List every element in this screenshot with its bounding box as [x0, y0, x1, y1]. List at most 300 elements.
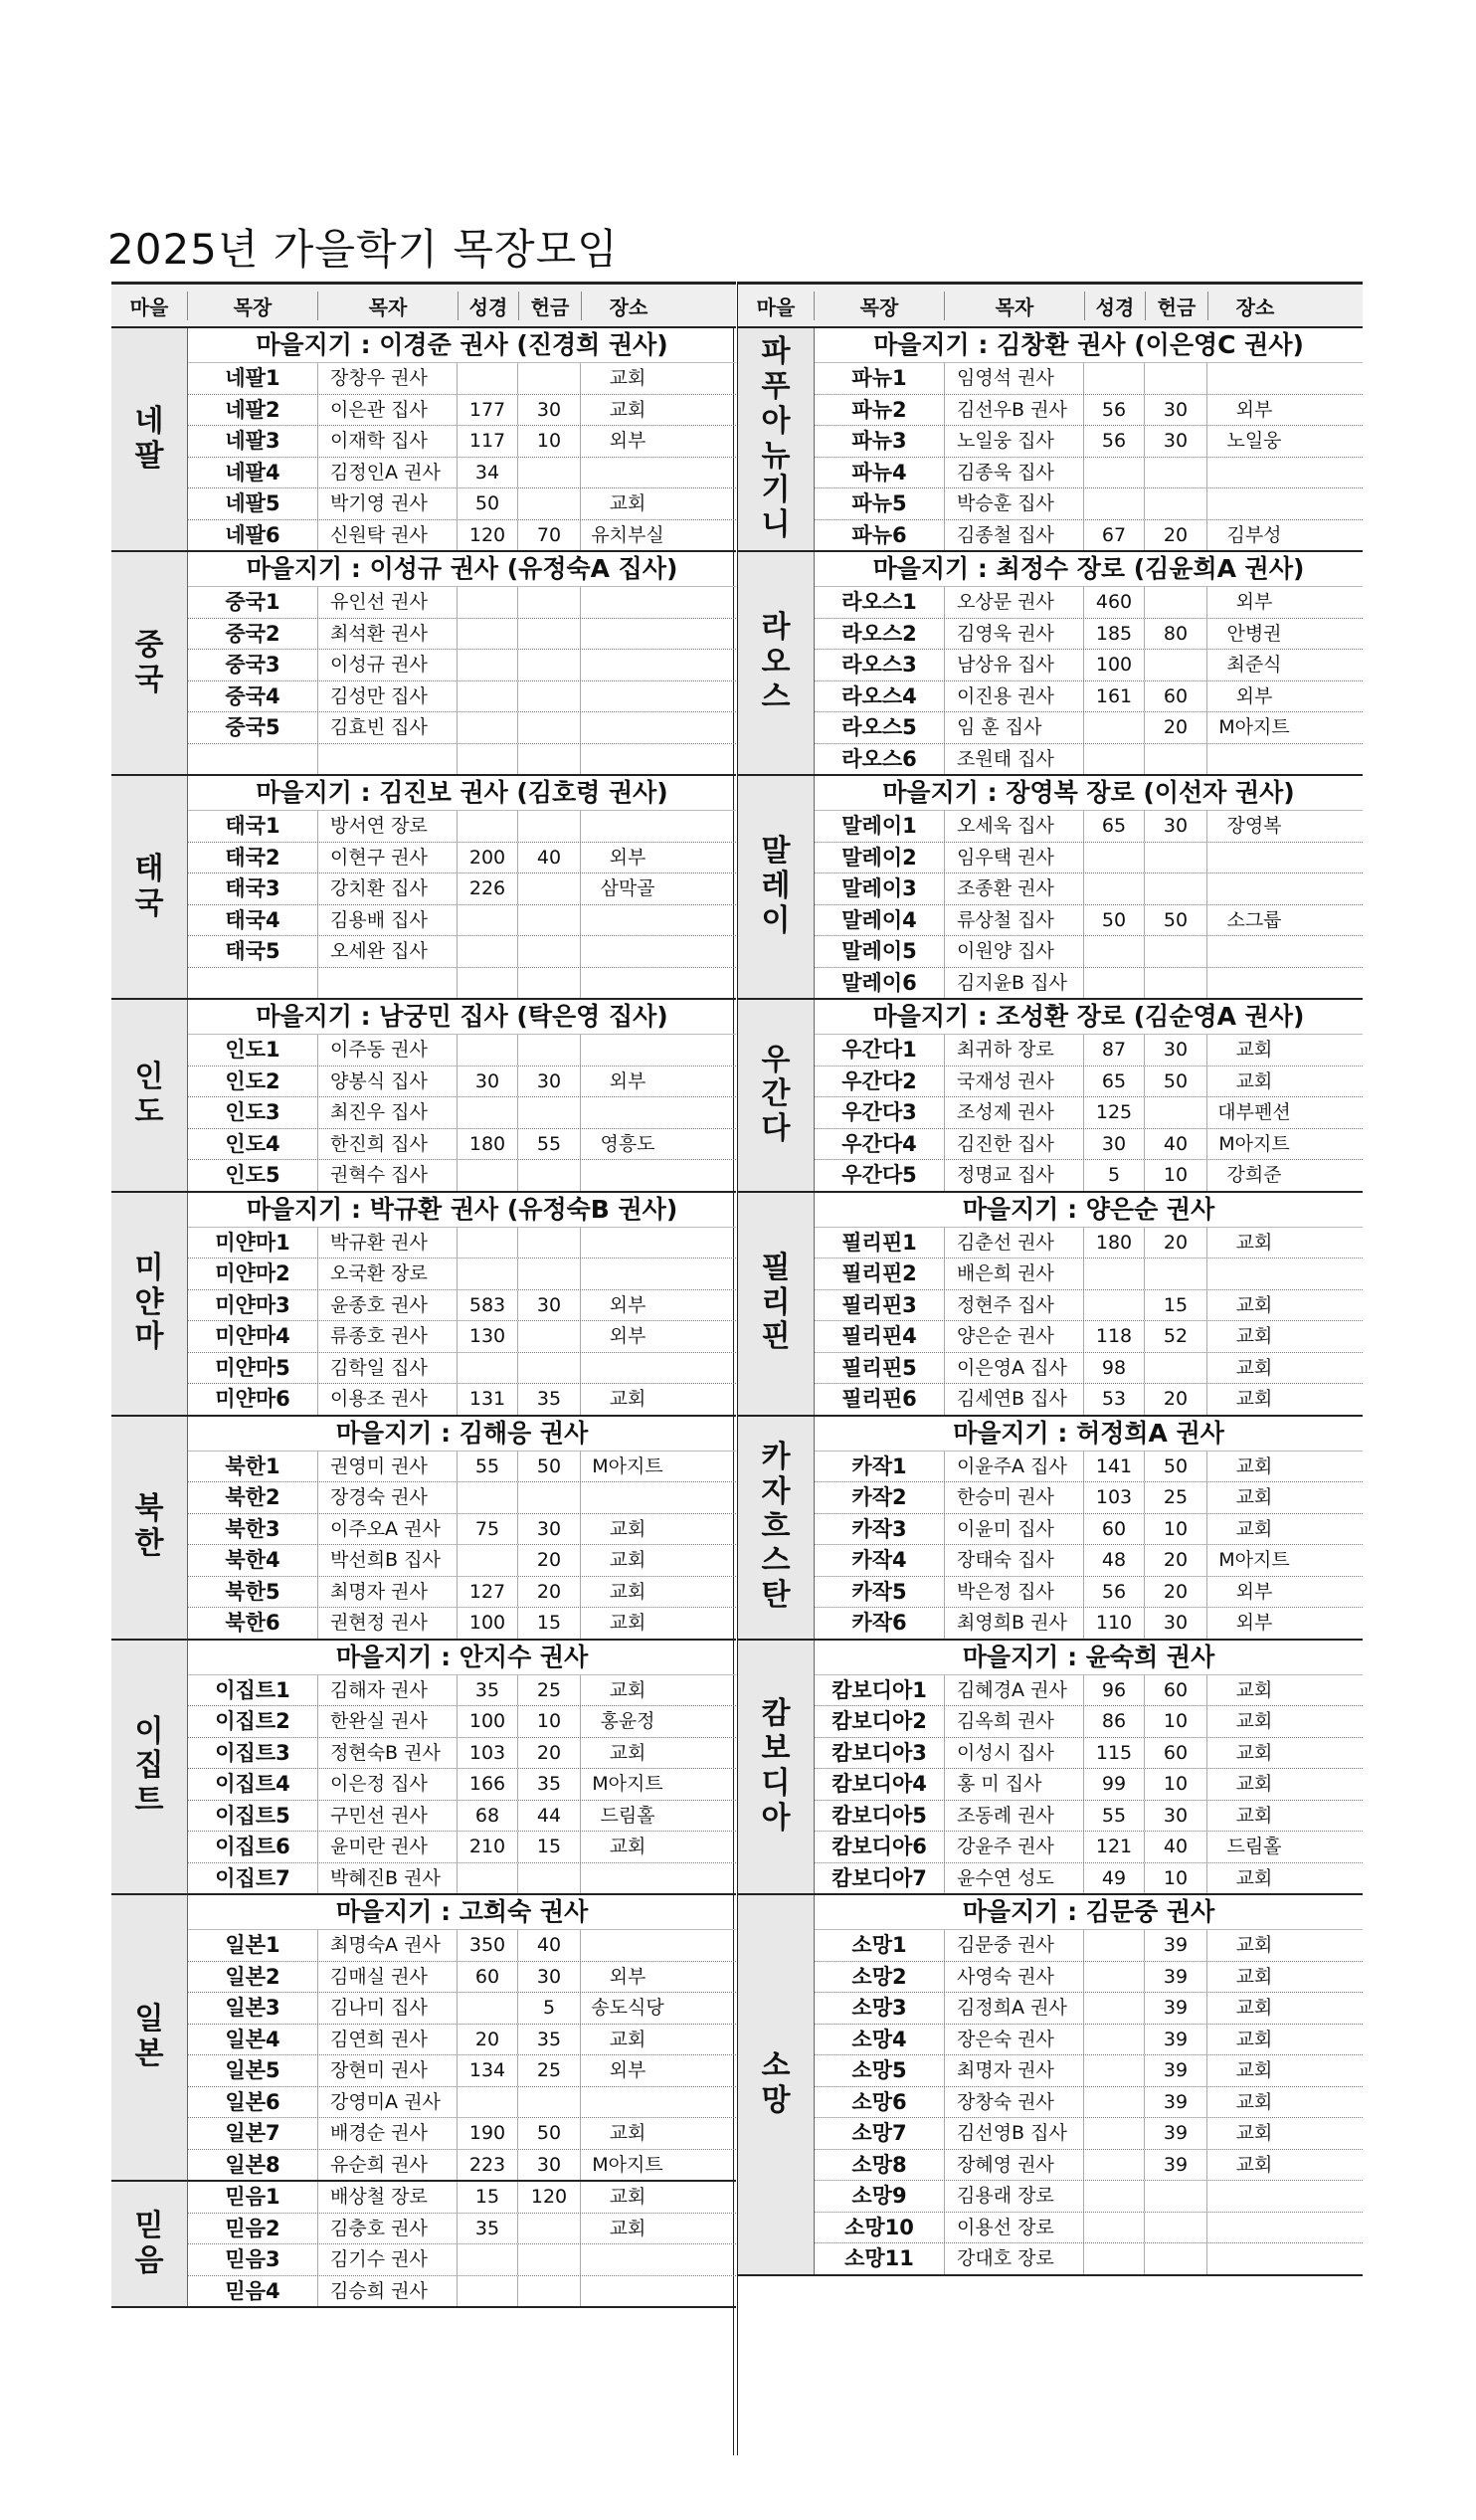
village-body	[188, 776, 736, 998]
group-cell: 소망1	[815, 1930, 945, 1961]
group-cell: 말레이1	[815, 811, 945, 842]
place-cell	[581, 681, 674, 712]
offering-cell	[518, 488, 581, 519]
table-row	[815, 2118, 1363, 2150]
group-cell: 파뉴3	[815, 426, 945, 457]
group-cell: 믿음1	[188, 2182, 318, 2213]
bible-cell	[1084, 1930, 1145, 1961]
offering-cell: 30	[1145, 426, 1207, 457]
place-cell	[581, 1863, 674, 1894]
table-row	[188, 1228, 736, 1260]
group-cell: 북한4	[188, 1545, 318, 1576]
shepherd-cell: 윤종호 권사	[318, 1290, 458, 1321]
village-block	[111, 328, 736, 552]
table-row	[815, 936, 1363, 968]
shepherd-cell: 이성시 집사	[945, 1738, 1084, 1769]
table-row	[188, 744, 736, 775]
table-row	[815, 1706, 1363, 1738]
table-row	[815, 1514, 1363, 1546]
shepherd-cell: 김문중 권사	[945, 1930, 1084, 1961]
village-name-char: 흐	[761, 1508, 791, 1544]
header-group: 목장	[188, 291, 318, 320]
group-cell: 말레이6	[815, 968, 945, 999]
village-leader: 마을지기 : 허정희A 권사	[815, 1417, 1363, 1452]
shepherd-cell: 박기영 권사	[318, 488, 458, 519]
bible-cell: 185	[1084, 619, 1145, 650]
table-row	[815, 2150, 1363, 2182]
table-row	[815, 650, 1363, 681]
village-leader: 마을지기 : 안지수 권사	[188, 1641, 736, 1675]
header-shepherd: 목자	[945, 291, 1085, 320]
village-name-char: 푸	[761, 368, 791, 404]
shepherd-cell: 김종철 집사	[945, 520, 1084, 551]
bible-cell: 200	[458, 843, 518, 873]
table-row	[188, 426, 736, 458]
shepherd-cell: 최명자 권사	[318, 1577, 458, 1608]
offering-cell	[1145, 1259, 1207, 1289]
group-cell: 이집트1	[188, 1675, 318, 1706]
table-row	[815, 520, 1363, 551]
village-name-char: 중	[134, 627, 164, 663]
place-cell: 대부펜션	[1217, 1101, 1291, 1123]
bible-cell: 180	[1084, 1228, 1145, 1259]
table-row	[188, 2244, 736, 2276]
bible-cell: 49	[1084, 1863, 1145, 1894]
table-row	[815, 811, 1363, 843]
place-cell	[1207, 363, 1301, 394]
bible-cell	[1084, 458, 1145, 488]
shepherd-cell: 조종환 권사	[945, 873, 1084, 904]
bible-cell	[458, 1993, 518, 2024]
place-cell: 교회	[1235, 1069, 1273, 1092]
bible-cell	[1084, 2025, 1145, 2055]
group-cell: 태국4	[188, 905, 318, 936]
table-row	[188, 681, 736, 713]
offering-cell	[518, 587, 581, 618]
offering-cell	[518, 2276, 581, 2307]
village-name-char: 이	[134, 1713, 164, 1749]
group-cell: 믿음4	[188, 2276, 318, 2307]
bible-cell: 115	[1084, 1738, 1145, 1769]
bible-cell: 35	[458, 1675, 518, 1706]
village-name-char: 스	[761, 1543, 791, 1579]
table-row	[815, 1353, 1363, 1385]
offering-cell	[518, 1863, 581, 1894]
group-cell: 네팔4	[188, 458, 318, 488]
place-cell: 소그룹	[1226, 908, 1282, 931]
shepherd-cell: 양은순 권사	[945, 1321, 1084, 1352]
table-row	[188, 1577, 736, 1609]
place-cell: 교회	[1235, 2153, 1273, 2176]
offering-cell: 60	[1145, 1675, 1207, 1706]
shepherd-cell: 최명숙A 권사	[318, 1930, 458, 1961]
group-cell: 라오스3	[815, 650, 945, 680]
group-cell: 북한3	[188, 1514, 318, 1545]
village-leader: 마을지기 : 김문중 권사	[815, 1895, 1363, 1930]
offering-cell: 60	[1145, 681, 1207, 712]
table-row	[815, 1035, 1363, 1066]
village-block	[111, 1000, 736, 1193]
shepherd-cell: 오세완 집사	[318, 936, 458, 967]
shepherd-cell: 장창숙 권사	[945, 2087, 1084, 2118]
table-row	[188, 2118, 736, 2150]
shepherd-cell: 김기수 권사	[318, 2244, 458, 2275]
bible-cell	[458, 968, 518, 999]
village-block	[111, 552, 736, 776]
shepherd-cell: 이용선 장로	[945, 2213, 1084, 2243]
place-cell: 교회	[1235, 2090, 1273, 2113]
bible-cell: 55	[458, 1452, 518, 1482]
group-cell: 중국4	[188, 681, 318, 712]
village-block	[738, 776, 1363, 1000]
place-cell: 교회	[1235, 1997, 1273, 2019]
shepherd-cell: 김매실 권사	[318, 1962, 458, 1993]
offering-cell: 25	[518, 1675, 581, 1706]
village-name-char: 뉴	[761, 438, 791, 474]
place-cell	[581, 2087, 674, 2118]
table-row	[815, 1452, 1363, 1483]
place-cell: 교회	[1235, 1965, 1273, 1988]
shepherd-cell: 박은정 집사	[945, 1577, 1084, 1608]
shepherd-cell: 박선희B 집사	[318, 1545, 458, 1576]
village-block	[738, 1417, 1363, 1641]
village-name-char: 탄	[761, 1578, 791, 1614]
group-cell: 네팔2	[188, 395, 318, 426]
village-name-char: 레	[761, 869, 791, 904]
table-row	[188, 1129, 736, 1161]
table-header	[738, 282, 1363, 328]
table-row	[188, 1290, 736, 1322]
bible-cell	[458, 650, 518, 680]
place-cell: 영흥도	[600, 1132, 655, 1155]
table-row	[815, 395, 1363, 427]
offering-cell: 10	[1145, 1160, 1207, 1191]
village-name-char: 우	[761, 1042, 791, 1077]
village-name-char: 믿	[134, 2208, 164, 2243]
bible-cell	[458, 744, 518, 775]
bible-cell: 103	[458, 1738, 518, 1769]
village-name-char: 팔	[134, 438, 164, 474]
village-name	[111, 1641, 188, 1894]
place-cell: 노일웅	[1226, 430, 1282, 452]
group-cell: 카작1	[815, 1452, 945, 1482]
village-block	[111, 1417, 736, 1641]
group-cell: 우간다2	[815, 1066, 945, 1097]
offering-cell: 50	[1145, 1452, 1207, 1482]
bible-cell: 30	[1084, 1129, 1145, 1160]
shepherd-cell: 장경숙 권사	[318, 1482, 458, 1513]
place-cell: 교회	[1235, 1293, 1273, 1316]
table-row	[188, 905, 736, 937]
offering-cell: 30	[1145, 1035, 1207, 1066]
table-row	[188, 1514, 736, 1546]
offering-cell: 20	[1145, 1545, 1207, 1576]
group-cell: 카작3	[815, 1514, 945, 1545]
village-name-char: 기	[761, 473, 791, 508]
bible-cell	[458, 587, 518, 618]
group-cell: 필리핀6	[815, 1384, 945, 1415]
bible-cell: 65	[1084, 1066, 1145, 1097]
group-cell: 소망8	[815, 2150, 945, 2181]
bible-cell	[458, 1353, 518, 1384]
place-cell: 교회	[1235, 1804, 1273, 1827]
village-body	[815, 1417, 1363, 1639]
offering-cell: 40	[1145, 1129, 1207, 1160]
group-cell: 미얀마3	[188, 1290, 318, 1321]
group-cell: 이집트7	[188, 1863, 318, 1894]
table-row	[188, 1863, 736, 1894]
place-cell	[1207, 843, 1301, 873]
table-row	[815, 1577, 1363, 1609]
table-header	[111, 282, 736, 328]
offering-cell: 30	[518, 1066, 581, 1097]
village-leader: 마을지기 : 고희숙 권사	[188, 1895, 736, 1930]
place-cell: 교회	[1235, 1039, 1273, 1061]
table-row	[188, 1930, 736, 1962]
bible-cell: 56	[1084, 426, 1145, 457]
group-cell: 이집트2	[188, 1706, 318, 1737]
place-cell: M아지트	[592, 1454, 663, 1477]
group-cell: 소망9	[815, 2181, 945, 2212]
village-body	[815, 1895, 1363, 2274]
group-cell: 소망4	[815, 2025, 945, 2055]
village-name-char: 북	[134, 1491, 164, 1527]
place-cell: 외부	[609, 2059, 646, 2081]
bible-cell	[1084, 363, 1145, 394]
group-cell: 일본4	[188, 2025, 318, 2055]
bible-cell: 98	[1084, 1353, 1145, 1384]
offering-cell	[518, 2214, 581, 2244]
place-cell: 외부	[1235, 684, 1273, 707]
offering-cell: 39	[1145, 1993, 1207, 2024]
village-name-char: 말	[761, 834, 791, 870]
table-row	[815, 968, 1363, 999]
offering-cell	[518, 650, 581, 680]
group-cell: 북한2	[188, 1482, 318, 1513]
bible-cell: 55	[1084, 1801, 1145, 1832]
place-cell: 유치부실	[591, 523, 664, 546]
group-cell: 카작6	[815, 1608, 945, 1639]
place-cell	[581, 1228, 674, 1259]
bible-cell: 117	[458, 426, 518, 457]
village-name	[738, 1895, 815, 2274]
shepherd-cell	[318, 968, 458, 999]
table-row	[815, 488, 1363, 520]
village-name-char: 다	[761, 1111, 791, 1147]
group-cell: 소망7	[815, 2118, 945, 2149]
offering-cell: 25	[1145, 1482, 1207, 1513]
group-cell: 중국2	[188, 619, 318, 650]
table-row	[815, 2087, 1363, 2119]
table-row	[188, 488, 736, 520]
bible-cell: 141	[1084, 1452, 1145, 1482]
table-row	[815, 744, 1363, 775]
table-row	[815, 2243, 1363, 2274]
shepherd-cell: 최석환 권사	[318, 619, 458, 650]
group-cell: 믿음2	[188, 2214, 318, 2244]
place-cell	[581, 650, 674, 680]
place-cell	[1207, 968, 1301, 999]
table-row	[815, 1482, 1363, 1514]
shepherd-cell: 김선우B 권사	[945, 395, 1084, 426]
table-row	[188, 811, 736, 843]
offering-cell	[518, 1259, 581, 1289]
place-cell: 교회	[609, 1549, 646, 1571]
village-name-char: 라	[761, 610, 791, 646]
shepherd-cell: 류종호 권사	[318, 1321, 458, 1352]
table-row	[188, 1706, 736, 1738]
place-cell	[581, 811, 674, 842]
shepherd-cell: 이재학 집사	[318, 426, 458, 457]
shepherd-cell: 정현주 집사	[945, 1290, 1084, 1321]
place-cell: 교회	[1235, 1517, 1273, 1540]
bible-cell	[458, 811, 518, 842]
shepherd-cell: 권혁수 집사	[318, 1160, 458, 1191]
place-cell: 교회	[609, 1612, 646, 1634]
offering-cell	[518, 458, 581, 488]
shepherd-cell: 이주동 권사	[318, 1035, 458, 1066]
bible-cell: 118	[1084, 1321, 1145, 1352]
bible-cell	[458, 1035, 518, 1066]
village-name	[111, 2182, 188, 2306]
shepherd-cell: 김종욱 집사	[945, 458, 1084, 488]
place-cell: 교회	[1235, 1741, 1273, 1764]
place-cell	[581, 2276, 674, 2307]
place-cell: 외부	[1235, 591, 1273, 613]
group-cell: 카작2	[815, 1482, 945, 1513]
table-row	[815, 1738, 1363, 1770]
offering-cell: 20	[1145, 712, 1207, 743]
bible-cell: 87	[1084, 1035, 1145, 1066]
village-name-char: 보	[761, 1730, 791, 1766]
offering-cell: 10	[1145, 1863, 1207, 1894]
bible-cell: 177	[458, 395, 518, 426]
group-cell: 중국5	[188, 712, 318, 743]
offering-cell: 15	[518, 1832, 581, 1862]
offering-cell: 30	[1145, 395, 1207, 426]
offering-cell	[1145, 843, 1207, 873]
group-cell: 인도2	[188, 1066, 318, 1097]
group-cell: 일본7	[188, 2118, 318, 2149]
offering-cell	[1145, 1097, 1207, 1128]
bible-cell	[1084, 873, 1145, 904]
village-leader: 마을지기 : 최정수 장로 (김윤희A 권사)	[815, 552, 1363, 587]
offering-cell: 10	[1145, 1706, 1207, 1737]
village-name-char: 소	[761, 2048, 791, 2084]
group-cell: 이집트5	[188, 1801, 318, 1832]
offering-cell	[518, 905, 581, 936]
village-leader: 마을지기 : 이성규 권사 (유정숙A 집사)	[188, 552, 736, 587]
village-name-char: 음	[134, 2242, 164, 2278]
table-row	[815, 587, 1363, 619]
place-cell: 교회	[609, 492, 646, 514]
bible-cell	[458, 1259, 518, 1289]
offering-cell	[1145, 488, 1207, 519]
group-cell: 필리핀5	[815, 1353, 945, 1384]
village-name-char: 카	[761, 1440, 791, 1474]
group-cell: 소망6	[815, 2087, 945, 2118]
table-row	[815, 363, 1363, 395]
place-cell: 송도식당	[591, 1997, 664, 2019]
village-name	[738, 552, 815, 774]
offering-cell: 30	[518, 1514, 581, 1545]
place-cell: 외부	[609, 1069, 646, 1092]
group-cell: 필리핀1	[815, 1228, 945, 1259]
place-cell: M아지트	[1218, 716, 1290, 738]
shepherd-cell: 윤미란 권사	[318, 1832, 458, 1862]
bible-cell	[458, 619, 518, 650]
shepherd-cell: 김춘선 권사	[945, 1228, 1084, 1259]
village-block	[738, 1641, 1363, 1896]
shepherd-cell: 최진우 집사	[318, 1097, 458, 1128]
offering-cell: 30	[1145, 811, 1207, 842]
bible-cell: 134	[458, 2055, 518, 2086]
shepherd-cell: 유인선 권사	[318, 587, 458, 618]
place-cell	[581, 619, 674, 650]
table-row	[188, 2214, 736, 2245]
table-row	[188, 1993, 736, 2025]
village-name-char: 오	[761, 645, 791, 680]
bible-cell: 34	[458, 458, 518, 488]
offering-cell	[1145, 587, 1207, 618]
shepherd-cell: 김학일 집사	[318, 1353, 458, 1384]
shepherd-cell: 강대호 장로	[945, 2243, 1084, 2274]
place-cell	[1207, 744, 1301, 775]
place-cell: 교회	[609, 1741, 646, 1764]
place-cell	[581, 1035, 674, 1066]
group-cell: 태국2	[188, 843, 318, 873]
group-cell: 태국3	[188, 873, 318, 904]
header-group: 목장	[815, 291, 945, 320]
village-name-char: 태	[134, 851, 164, 886]
table-row	[815, 1545, 1363, 1577]
bible-cell: 166	[458, 1769, 518, 1800]
shepherd-cell: 장은숙 권사	[945, 2025, 1084, 2055]
offering-cell	[1145, 936, 1207, 967]
place-cell: 교회	[1235, 1486, 1273, 1508]
group-cell: 일본3	[188, 1993, 318, 2024]
shepherd-cell: 장혜영 권사	[945, 2150, 1084, 2181]
group-cell: 이집트4	[188, 1769, 318, 1800]
group-cell: 파뉴2	[815, 395, 945, 426]
place-cell: 교회	[609, 1678, 646, 1701]
village-leader: 마을지기 : 김해응 권사	[188, 1417, 736, 1452]
table-row	[815, 1832, 1363, 1863]
group-cell: 태국1	[188, 811, 318, 842]
group-cell: 북한1	[188, 1452, 318, 1482]
bible-cell	[1084, 712, 1145, 743]
offering-cell: 50	[518, 2118, 581, 2149]
group-cell: 미얀마2	[188, 1259, 318, 1289]
bible-cell: 30	[458, 1066, 518, 1097]
table-row	[188, 1160, 736, 1191]
place-cell: 외부	[609, 846, 646, 869]
table-row	[188, 1545, 736, 1577]
bible-cell: 56	[1084, 395, 1145, 426]
table-row	[815, 2181, 1363, 2213]
group-cell: 캄보디아5	[815, 1801, 945, 1832]
table-row	[815, 712, 1363, 744]
village-name-char: 디	[761, 1765, 791, 1801]
bible-cell	[1084, 2055, 1145, 2086]
bible-cell	[458, 936, 518, 967]
place-cell: 교회	[609, 2217, 646, 2239]
place-cell: 외부	[1235, 398, 1273, 421]
village-block	[111, 1895, 736, 2182]
bible-cell: 60	[458, 1962, 518, 1993]
table-row	[815, 1801, 1363, 1833]
shepherd-cell: 정현숙B 권사	[318, 1738, 458, 1769]
